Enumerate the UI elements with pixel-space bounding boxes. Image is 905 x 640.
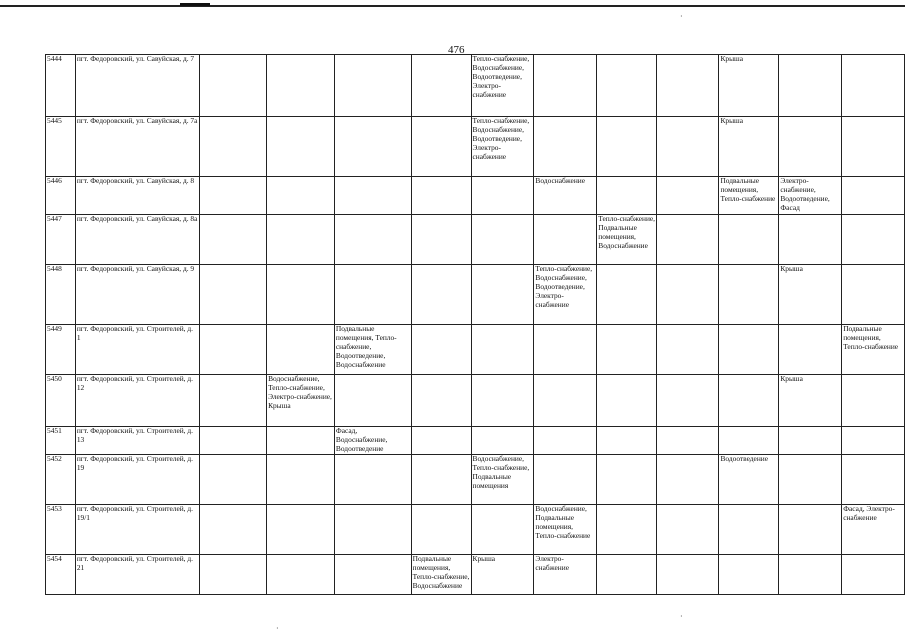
row-number: 5445 bbox=[46, 117, 76, 177]
work-cell bbox=[534, 427, 597, 455]
work-cell bbox=[199, 375, 266, 427]
work-cell bbox=[842, 375, 905, 427]
table-row bbox=[46, 215, 905, 265]
work-cell bbox=[534, 55, 597, 117]
work-cell bbox=[199, 325, 266, 375]
work-cell bbox=[411, 215, 471, 265]
work-cell bbox=[657, 427, 719, 455]
work-cell bbox=[779, 505, 842, 555]
work-cell: Подвальные помещения, Тепло-снабжение bbox=[719, 177, 779, 215]
work-cell bbox=[267, 555, 335, 595]
work-cell bbox=[657, 55, 719, 117]
work-cell bbox=[471, 177, 534, 215]
work-cell bbox=[199, 505, 266, 555]
top-rule-mark bbox=[180, 3, 210, 6]
scan-speck: · bbox=[680, 12, 683, 21]
work-cell: Крыша bbox=[471, 555, 534, 595]
row-address: пгт. Федоровский, ул. Строителей, д. 21 bbox=[75, 555, 199, 595]
work-cell: Подвальные помещения, Тепло-снабжение, Водоснабжение bbox=[411, 555, 471, 595]
work-cell bbox=[657, 117, 719, 177]
work-cell bbox=[411, 55, 471, 117]
table-row bbox=[46, 455, 905, 505]
work-cell bbox=[334, 265, 411, 325]
work-cell bbox=[657, 265, 719, 325]
work-cell bbox=[719, 427, 779, 455]
work-cell bbox=[597, 427, 657, 455]
page-number: 476 bbox=[448, 44, 465, 56]
table-row bbox=[46, 325, 905, 375]
row-number: 5446 bbox=[46, 177, 76, 215]
work-cell bbox=[267, 55, 335, 117]
row-address: пгт. Федоровский, ул. Савуйская, д. 7а bbox=[75, 117, 199, 177]
work-cell bbox=[334, 455, 411, 505]
work-cell bbox=[657, 375, 719, 427]
work-cell bbox=[597, 177, 657, 215]
registry-table bbox=[45, 54, 905, 595]
work-cell bbox=[411, 505, 471, 555]
work-cell bbox=[267, 177, 335, 215]
work-cell bbox=[199, 555, 266, 595]
work-cell: Водоснабжение bbox=[534, 177, 597, 215]
row-number: 5454 bbox=[46, 555, 76, 595]
work-cell bbox=[719, 505, 779, 555]
row-address: пгт. Федоровский, ул. Савуйская, д. 7 bbox=[75, 55, 199, 117]
work-cell bbox=[199, 55, 266, 117]
work-cell: Тепло-снабжение, Водоснабжение, Водоотведение, Электро-снабжение bbox=[534, 265, 597, 325]
work-cell bbox=[842, 55, 905, 117]
table-row bbox=[46, 375, 905, 427]
row-number: 5451 bbox=[46, 427, 76, 455]
row-address: пгт. Федоровский, ул. Савуйская, д. 9 bbox=[75, 265, 199, 325]
row-address: пгт. Федоровский, ул. Строителей, д. 13 bbox=[75, 427, 199, 455]
work-cell bbox=[334, 375, 411, 427]
work-cell: Фасад, Водоснабжение, Водоотведение bbox=[334, 427, 411, 455]
work-cell bbox=[199, 427, 266, 455]
work-cell bbox=[411, 177, 471, 215]
work-cell bbox=[719, 265, 779, 325]
work-cell: Водоснабжение, Подвальные помещения, Тепло-снабжение bbox=[534, 505, 597, 555]
work-cell bbox=[334, 117, 411, 177]
work-cell bbox=[267, 427, 335, 455]
row-address: пгт. Федоровский, ул. Строителей, д. 19/1 bbox=[75, 505, 199, 555]
work-cell bbox=[267, 505, 335, 555]
work-cell bbox=[657, 555, 719, 595]
row-address: пгт. Федоровский, ул. Строителей, д. 1 bbox=[75, 325, 199, 375]
work-cell bbox=[471, 505, 534, 555]
row-number: 5449 bbox=[46, 325, 76, 375]
scan-speck: · bbox=[276, 624, 279, 633]
work-cell bbox=[334, 505, 411, 555]
table-row bbox=[46, 55, 905, 117]
work-cell bbox=[334, 555, 411, 595]
table-row bbox=[46, 117, 905, 177]
work-cell bbox=[597, 325, 657, 375]
work-cell bbox=[597, 455, 657, 505]
work-cell: Электро-снабжение, Водоотведение, Фасад bbox=[779, 177, 842, 215]
work-cell bbox=[842, 265, 905, 325]
work-cell bbox=[267, 117, 335, 177]
work-cell bbox=[411, 455, 471, 505]
work-cell bbox=[657, 215, 719, 265]
table-row bbox=[46, 265, 905, 325]
work-cell bbox=[471, 375, 534, 427]
row-number: 5447 bbox=[46, 215, 76, 265]
work-cell bbox=[267, 265, 335, 325]
work-cell bbox=[471, 265, 534, 325]
work-cell: Подвальные помещения, Тепло-снабжение bbox=[842, 325, 905, 375]
row-number: 5444 bbox=[46, 55, 76, 117]
row-number: 5452 bbox=[46, 455, 76, 505]
work-cell bbox=[471, 427, 534, 455]
row-number: 5450 bbox=[46, 375, 76, 427]
work-cell bbox=[597, 55, 657, 117]
work-cell bbox=[267, 215, 335, 265]
work-cell bbox=[597, 117, 657, 177]
work-cell bbox=[199, 117, 266, 177]
work-cell bbox=[411, 427, 471, 455]
work-cell: Крыша bbox=[779, 265, 842, 325]
work-cell bbox=[657, 505, 719, 555]
work-cell bbox=[597, 265, 657, 325]
work-cell bbox=[842, 177, 905, 215]
work-cell: Водоотведение bbox=[719, 455, 779, 505]
work-cell bbox=[411, 117, 471, 177]
work-cell bbox=[597, 555, 657, 595]
work-cell bbox=[411, 375, 471, 427]
work-cell bbox=[657, 455, 719, 505]
work-cell: Тепло-снабжение, Водоснабжение, Водоотведение, Электро-снабжение bbox=[471, 55, 534, 117]
work-cell bbox=[719, 215, 779, 265]
work-cell bbox=[471, 325, 534, 375]
work-cell bbox=[411, 325, 471, 375]
work-cell: Водоснабжение, Тепло-снабжение, Подвальные помещения bbox=[471, 455, 534, 505]
work-cell: Фасад, Электро-снабжение bbox=[842, 505, 905, 555]
work-cell bbox=[199, 177, 266, 215]
row-address: пгт. Федоровский, ул. Савуйская, д. 8 bbox=[75, 177, 199, 215]
work-cell bbox=[334, 55, 411, 117]
work-cell bbox=[779, 427, 842, 455]
work-cell bbox=[842, 117, 905, 177]
work-cell bbox=[267, 455, 335, 505]
work-cell: Тепло-снабжение, Водоснабжение, Водоотведение, Электро-снабжение bbox=[471, 117, 534, 177]
work-cell bbox=[597, 375, 657, 427]
work-cell bbox=[199, 265, 266, 325]
work-cell bbox=[334, 177, 411, 215]
work-cell bbox=[779, 455, 842, 505]
work-cell bbox=[719, 325, 779, 375]
work-cell bbox=[267, 325, 335, 375]
row-number: 5453 bbox=[46, 505, 76, 555]
row-number: 5448 bbox=[46, 265, 76, 325]
work-cell bbox=[779, 555, 842, 595]
work-cell bbox=[534, 375, 597, 427]
work-cell bbox=[842, 427, 905, 455]
work-cell bbox=[779, 215, 842, 265]
scan-speck: · bbox=[680, 612, 683, 621]
table-row bbox=[46, 555, 905, 595]
work-cell bbox=[719, 375, 779, 427]
work-cell: Крыша bbox=[719, 55, 779, 117]
table-row bbox=[46, 505, 905, 555]
work-cell bbox=[471, 215, 534, 265]
work-cell bbox=[597, 505, 657, 555]
work-cell: Крыша bbox=[779, 375, 842, 427]
work-cell bbox=[842, 455, 905, 505]
work-cell bbox=[534, 117, 597, 177]
work-cell bbox=[657, 325, 719, 375]
work-cell bbox=[779, 325, 842, 375]
work-cell bbox=[842, 555, 905, 595]
top-rule bbox=[0, 5, 905, 7]
table-row bbox=[46, 427, 905, 455]
work-cell bbox=[534, 215, 597, 265]
work-cell bbox=[534, 325, 597, 375]
work-cell bbox=[842, 215, 905, 265]
work-cell bbox=[534, 455, 597, 505]
work-cell bbox=[411, 265, 471, 325]
work-cell bbox=[334, 215, 411, 265]
work-cell: Крыша bbox=[719, 117, 779, 177]
work-cell bbox=[779, 117, 842, 177]
work-cell bbox=[199, 455, 266, 505]
row-address: пгт. Федоровский, ул. Савуйская, д. 8а bbox=[75, 215, 199, 265]
row-address: пгт. Федоровский, ул. Строителей, д. 12 bbox=[75, 375, 199, 427]
work-cell bbox=[657, 177, 719, 215]
table-row bbox=[46, 177, 905, 215]
work-cell bbox=[199, 215, 266, 265]
work-cell: Электро-снабжение bbox=[534, 555, 597, 595]
row-address: пгт. Федоровский, ул. Строителей, д. 19 bbox=[75, 455, 199, 505]
work-cell: Подвальные помещения, Тепло-снабжение, Водоотведение, Водоснабжение bbox=[334, 325, 411, 375]
work-cell: Водоснабжение, Тепло-снабжение, Электро-снабжение, Крыша bbox=[267, 375, 335, 427]
work-cell bbox=[779, 55, 842, 117]
work-cell bbox=[719, 555, 779, 595]
work-cell: Тепло-снабжение, Подвальные помещения, Водоснабжение bbox=[597, 215, 657, 265]
